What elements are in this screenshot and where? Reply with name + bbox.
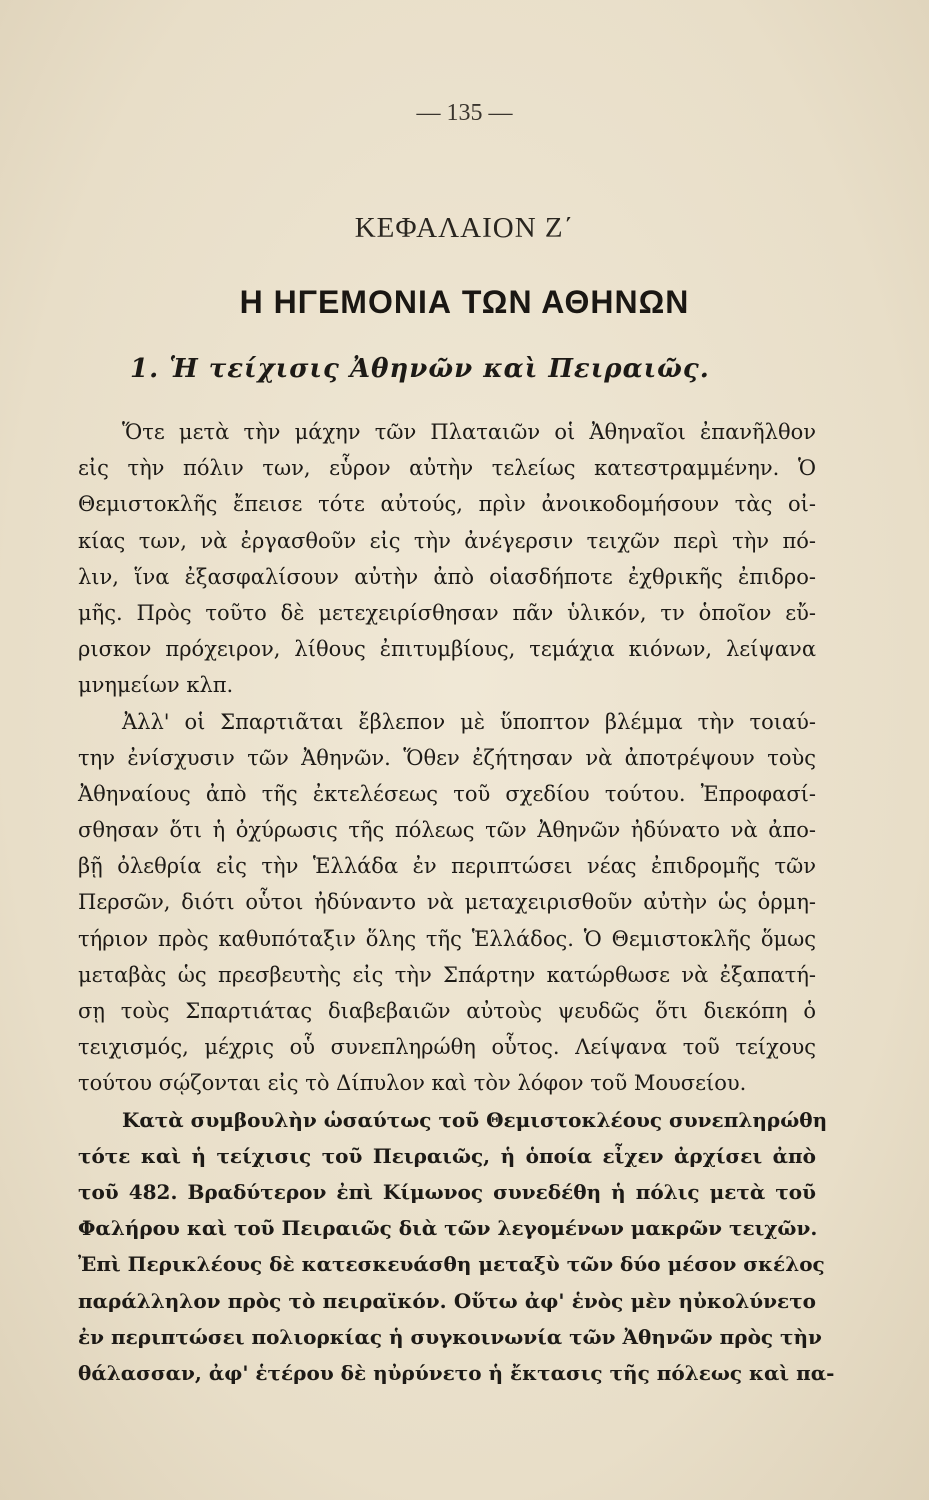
text-line: Ἀθηναίους ἀπὸ τῆς ἐκτελέσεως τοῦ σχεδίου τούτου. Ἐπροφασί- bbox=[78, 781, 816, 806]
text-line: βῇ ὀλεθρία εἰς τὴν Ἑλλάδα ἐν περιπτώσει νέας ἐπιδρομῆς τῶν bbox=[78, 854, 816, 879]
text-line: τήριον πρὸς καθυπόταξιν ὅλης τῆς Ἑλλάδος. Ὁ Θεμιστοκλῆς ὅμως bbox=[78, 926, 816, 951]
text-line: ἐν περιπτώσει πολιορκίας ἡ συγκοινωνία τῶν Ἀθηνῶν πρὸς τὴν bbox=[78, 1324, 822, 1349]
text-line: μῆς. Πρὸς τοῦτο δὲ μετεχειρίσθησαν πᾶν ὑλικόν, τν ὁποῖον εὔ- bbox=[78, 600, 816, 625]
text-line: παράλληλον πρὸς τὸ πειραϊκόν. Οὕτω ἀφ' ἑνὸς μὲν ηὐκολύνετο bbox=[78, 1288, 816, 1313]
text-line: τειχισμός, μέχρις οὗ συνεπληρώθη οὗτος. Λείψανα τοῦ τείχους bbox=[78, 1035, 816, 1060]
text-line: Φαλήρου καὶ τοῦ Πειραιῶς διὰ τῶν λεγομένων μακρῶν τειχῶν. bbox=[78, 1216, 818, 1241]
section-heading: 1. Ἡ τείχισις Ἀθηνῶν καὶ Πειραιῶς. bbox=[130, 354, 710, 384]
text-line: Περσῶν, διότι οὗτοι ἠδύναντο νὰ μεταχειρισθοῦν αὐτὴν ὡς ὁρμη- bbox=[78, 890, 816, 915]
text-line: Ἐπὶ Περικλέους δὲ κατεσκευάσθη μεταξὺ τῶν δύο μέσον σκέλος bbox=[78, 1252, 825, 1277]
text-line: τοῦ 482. Βραδύτερον ἐπὶ Κίμωνος συνεδέθη ἡ πόλις μετὰ τοῦ bbox=[78, 1179, 816, 1204]
text-line: ρισκον πρόχειρον, λίθους ἐπιτυμβίους, τεμάχια κιόνων, λείψανα bbox=[78, 637, 816, 662]
text-line: σῃ τοὺς Σπαρτιάτας διαβεβαιῶν αὐτοὺς ψευδῶς ὅτι διεκόπη ὁ bbox=[78, 999, 816, 1023]
text-line: κίας των, νὰ ἐργασθοῦν εἰς τὴν ἀνέγερσιν τειχῶν περὶ τὴν πό- bbox=[78, 528, 816, 553]
text-line: μεταβὰς ὡς πρεσβευτὴς εἰς τὴν Σπάρτην κατώρθωσε νὰ ἐξαπατή- bbox=[78, 962, 816, 987]
text-line: εἰς τὴν πόλιν των, εὗρον αὐτὴν τελείως κατεστραμμένην. Ὁ bbox=[78, 456, 816, 481]
text-line: Θεμιστοκλῆς ἔπεισε τότε αὐτούς, πρὶν ἀνοικοδομήσουν τὰς οἰ- bbox=[78, 492, 816, 517]
body-text bbox=[78, 414, 835, 1391]
text-line: τότε καὶ ἡ τείχισις τοῦ Πειραιῶς, ἡ ὁποία εἶχεν ἀρχίσει ἀπὸ bbox=[78, 1143, 816, 1168]
text-line: Κατὰ συμβουλὴν ὡσαύτως τοῦ Θεμιστοκλέους συνεπληρώθη bbox=[122, 1107, 828, 1132]
paragraph-3 bbox=[78, 1102, 835, 1392]
text-line: σθησαν ὅτι ἡ ὀχύρωσις τῆς πόλεως τῶν Ἀθηνῶν ἠδύνατο νὰ ἀπο- bbox=[78, 818, 816, 843]
text-line: τούτου σῴζονται εἰς τὸ Δίπυλον καὶ τὸν λόφον τοῦ Μουσείου. bbox=[78, 1071, 747, 1096]
text-line: μνημείων κλπ. bbox=[78, 673, 234, 698]
chapter-label: ΚΕΦΑΛΑΙΟΝ Ζ΄ bbox=[354, 212, 575, 244]
paragraph-2 bbox=[78, 704, 816, 1102]
text-line: λιν, ἵνα ἐξασφαλίσουν αὐτὴν ἀπὸ οἱασδήποτε ἐχθρικῆς ἐπιδρο- bbox=[78, 564, 816, 589]
text-line: Ἀλλ' οἱ Σπαρτιᾶται ἔβλεπον μὲ ὕποπτον βλέμμα τὴν τοιαύ- bbox=[122, 709, 816, 734]
page-number: — 135 — bbox=[416, 100, 513, 126]
chapter-title: Η ΗΓΕΜΟΝΙΑ ΤΩΝ ΑΘΗΝΩΝ bbox=[239, 284, 690, 320]
text-line: την ἐνίσχυσιν τῶν Ἀθηνῶν. Ὅθεν ἐζήτησαν νὰ ἀποτρέψουν τοὺς bbox=[78, 745, 816, 770]
paragraph-1 bbox=[78, 414, 816, 704]
text-line: Ὅτε μετὰ τὴν μάχην τῶν Πλαταιῶν οἱ Ἀθηναῖοι ἐπανῆλθον bbox=[122, 420, 816, 444]
text-line: θάλασσαν, ἀφ' ἑτέρου δὲ ηὐρύνετο ἡ ἔκτασις τῆς πόλεως καὶ πα- bbox=[78, 1360, 835, 1385]
